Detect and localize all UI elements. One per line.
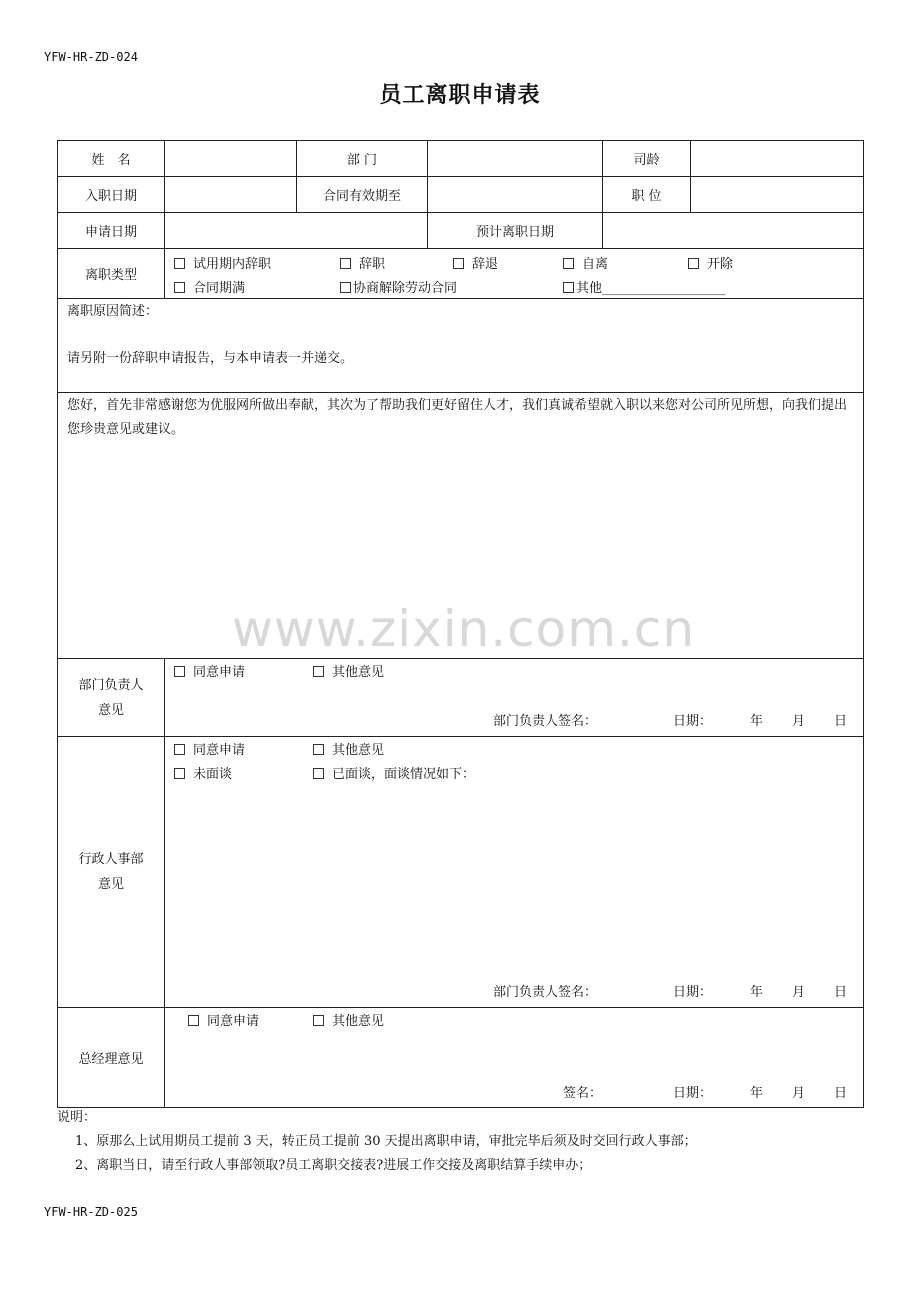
checkbox-icon[interactable] — [563, 258, 574, 269]
watermark: www.zixin.com.cn — [232, 600, 696, 658]
dept-sign-label: 部门负责人签名： — [493, 714, 598, 729]
dept-agree-option[interactable]: 同意申请 — [174, 661, 245, 680]
checkbox-icon[interactable] — [453, 258, 464, 269]
hr-agree-option[interactable]: 同意申请 — [174, 739, 245, 758]
dept-opinion-label: 部门负责人 意见 — [58, 659, 165, 737]
dept-date-label: 日期： — [673, 714, 713, 729]
hr-sign-label: 部门负责人签名： — [493, 985, 598, 1000]
gm-sign-label: 签名： — [563, 1086, 603, 1101]
name-label: 姓 名 — [58, 141, 165, 177]
checkbox-icon[interactable] — [313, 744, 324, 755]
checkbox-icon[interactable] — [313, 666, 324, 677]
hire-date-field[interactable] — [165, 177, 297, 213]
contract-label: 合同有效期至 — [297, 177, 428, 213]
checkbox-icon[interactable] — [174, 666, 185, 677]
feedback-text: 您好，首先非常感谢您为优服网所做出奉献，其次为了帮助我们更好留住人才，我们真诚希望就入职以来您对公司所见所想，向我们提出您珍贵意见或建议。 — [67, 398, 848, 437]
option-dismiss[interactable]: 辞退 — [453, 253, 498, 272]
notes-section — [57, 1106, 863, 1178]
reason-note: 请另附一份辞职申请报告，与本申请表一并递交。 — [67, 351, 354, 366]
tenure-label: 司龄 — [603, 141, 691, 177]
option-mutual[interactable]: 协商解除劳动合同 — [340, 277, 457, 296]
position-field[interactable] — [691, 177, 864, 213]
leave-type-label: 离职类型 — [58, 249, 165, 299]
option-other[interactable]: 其他___________________ — [563, 277, 726, 296]
leave-type-options — [165, 249, 864, 299]
reason-section[interactable] — [58, 299, 864, 393]
reason-label: 离职原因简述： — [67, 304, 159, 319]
hr-no-interview-option[interactable]: 未面谈 — [174, 763, 232, 782]
checkbox-icon[interactable] — [174, 258, 185, 269]
hr-year-label: 年 — [750, 985, 764, 1000]
checkbox-icon[interactable] — [174, 744, 185, 755]
checkbox-icon[interactable] — [563, 282, 574, 293]
option-contract-end[interactable]: 合同期满 — [174, 277, 245, 296]
hr-interviewed-option[interactable]: 已面谈，面谈情况如下： — [313, 763, 475, 782]
hr-date-label: 日期： — [673, 985, 713, 1000]
notes-item-1: 1、原那么上试用期员工提前 3 天，转正员工提前 30 天提出离职申请，审批完毕后须及时交回行政人事部； — [75, 1134, 697, 1149]
hr-day-label: 日 — [834, 985, 848, 1000]
gm-date-label: 日期： — [673, 1086, 713, 1101]
apply-date-field[interactable] — [165, 213, 428, 249]
expected-leave-label: 预计离职日期 — [428, 213, 603, 249]
checkbox-icon[interactable] — [340, 282, 351, 293]
gm-opinion-section — [165, 1008, 864, 1108]
dept-field[interactable] — [428, 141, 603, 177]
hr-other-option[interactable]: 其他意见 — [313, 739, 384, 758]
apply-date-label: 申请日期 — [58, 213, 165, 249]
dept-year-label: 年 — [750, 714, 764, 729]
option-probation[interactable]: 试用期内辞职 — [174, 253, 271, 272]
hr-opinion-section — [165, 737, 864, 1008]
notes-heading: 说明： — [57, 1110, 97, 1125]
hire-date-label: 入职日期 — [58, 177, 165, 213]
checkbox-icon[interactable] — [313, 768, 324, 779]
name-field[interactable] — [165, 141, 297, 177]
hr-opinion-label: 行政人事部 意见 — [58, 737, 165, 1008]
checkbox-icon[interactable] — [174, 282, 185, 293]
checkbox-icon[interactable] — [188, 1015, 199, 1026]
expected-leave-field[interactable] — [603, 213, 864, 249]
dept-label: 部 门 — [297, 141, 428, 177]
tenure-field[interactable] — [691, 141, 864, 177]
gm-agree-option[interactable]: 同意申请 — [188, 1010, 259, 1029]
doc-code-bottom: YFW-HR-ZD-025 — [44, 1205, 138, 1219]
checkbox-icon[interactable] — [174, 768, 185, 779]
notes-item-2: 2、离职当日，请至行政人事部领取?员工离职交接表?进展工作交接及离职结算手续申办； — [75, 1158, 592, 1173]
contract-field[interactable] — [428, 177, 603, 213]
option-fire[interactable]: 开除 — [688, 253, 733, 272]
doc-code-top: YFW-HR-ZD-024 — [44, 50, 138, 64]
dept-month-label: 月 — [792, 714, 806, 729]
checkbox-icon[interactable] — [313, 1015, 324, 1026]
gm-month-label: 月 — [792, 1086, 806, 1101]
dept-other-option[interactable]: 其他意见 — [313, 661, 384, 680]
option-resign[interactable]: 辞职 — [340, 253, 385, 272]
page-title: 员工离职申请表 — [379, 83, 541, 108]
checkbox-icon[interactable] — [340, 258, 351, 269]
gm-other-option[interactable]: 其他意见 — [313, 1010, 384, 1029]
option-self-leave[interactable]: 自离 — [563, 253, 608, 272]
dept-day-label: 日 — [834, 714, 848, 729]
gm-day-label: 日 — [834, 1086, 848, 1101]
hr-month-label: 月 — [792, 985, 806, 1000]
gm-opinion-label: 总经理意见 — [58, 1008, 165, 1108]
position-label: 职 位 — [603, 177, 691, 213]
gm-year-label: 年 — [750, 1086, 764, 1101]
dept-opinion-section — [165, 659, 864, 737]
checkbox-icon[interactable] — [688, 258, 699, 269]
